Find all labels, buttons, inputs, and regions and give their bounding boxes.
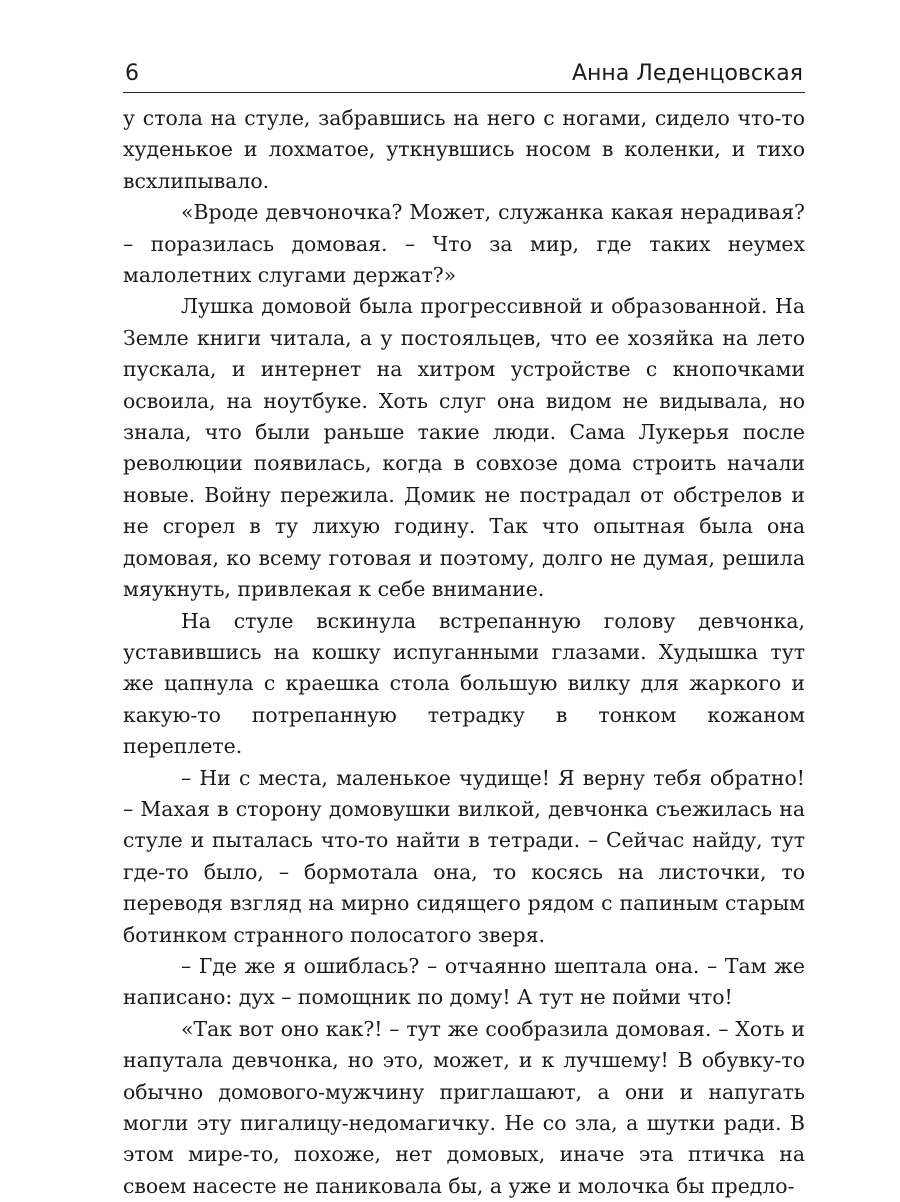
paragraph: «Вроде девчоночка? Может, служанка какая нерадивая? – поразилась домовая. – Что за мир, где таких неумех малолетних слугами держат?» xyxy=(123,200,805,288)
paragraph: – Ни с места, маленькое чудище! Я верну тебя обратно! – Махая в сторону домовушки вилкой, девчонка съежилась на стуле и пыталась что-то найти в тетради. – Сейчас найду, тут где-то было, – бормотала она, то косясь на листочки, то переводя взгляд на мирно сидящего рядом с папиным старым ботинком странного полосатого зверя. xyxy=(123,765,805,947)
paragraph: «Так вот оно как?! – тут же сообразила домовая. – Хоть и напутала девчонка, но это, может, и к лучшему! В обувку-то обычно домового-мужчину приглашают, а они и напугать могли эту пигалицу-недомагичку. Не со зла, а шутки ради. В этом мире-то, похоже, нет домовых, иначе эта птичка на своем насесте не паниковала бы, а уже и молочка бы предло- xyxy=(123,1016,805,1198)
paragraph-continuation: у стола на стуле, забравшись на него с ногами, сидело что-то худенькое и лохматое, уткнувшись носом в коленки, и тихо всхлипывало. xyxy=(123,106,805,193)
paragraph: Лушка домовой была прогрессивной и образованной. На Земле книги читала, а у постояльцев, что ее хозяйка на лето пускала, и интернет на хитром устройстве с кнопочками освоила, на ноутбуке. Хоть слуг она видом не видывала, но знала, что были раньше такие люди. Сама Лукерья после революции появилась, когда в совхозе дома строить начали новые. Войну пережила. Домик не пострадал от обстрелов и не сгорел в ту лихую годину. Так что опытная была она домовая, ко всему готовая и поэтому, долго не думая, решила мяукнуть, привлекая к себе внимание. xyxy=(123,294,805,602)
body-text xyxy=(123,103,805,1202)
paragraph: – Где же я ошиблась? – отчаянно шептала она. – Там же написано: дух – помощник по дому! А тут не пойми что! xyxy=(123,953,805,1010)
book-page xyxy=(123,58,805,1202)
page-number: 6 xyxy=(125,61,139,86)
page-header xyxy=(123,58,805,93)
paragraph: На стуле вскинула встрепанную голову девчонка, уставившись на кошку испуганными глазами. Худышка тут же цапнула с краешка стола большую вилку для жаркого и какую-то потрепанную тетрадку в тонком кожаном переплете. xyxy=(123,608,805,759)
running-head-author: Анна Леденцовская xyxy=(572,61,803,86)
